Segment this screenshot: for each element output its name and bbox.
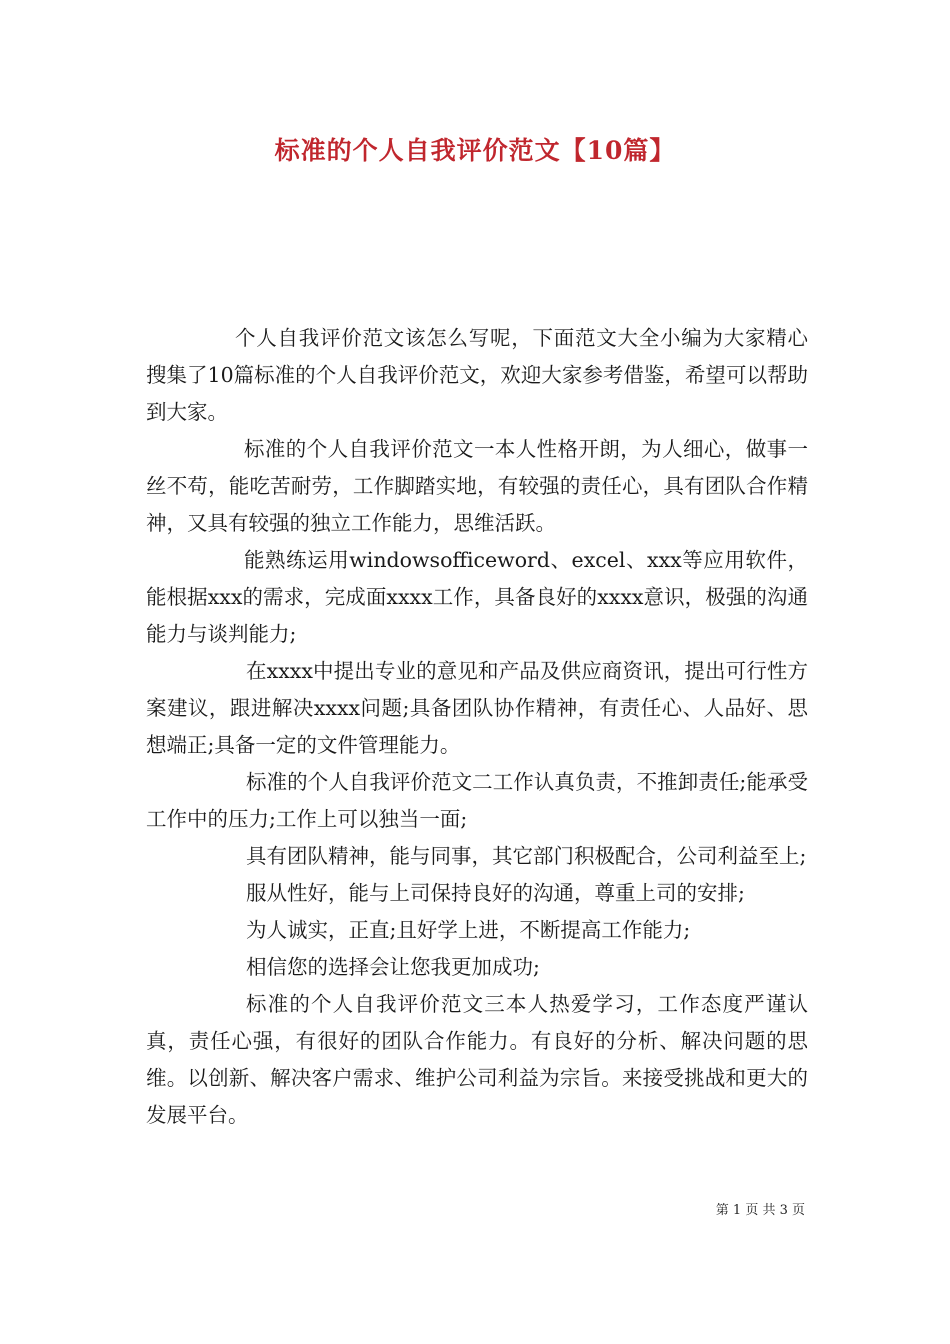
document-title: 标准的个人自我评价范文【10篇】 xyxy=(274,136,676,165)
paragraph-obedience: 服从性好，能与上司保持良好的沟通，尊重上司的安排; xyxy=(246,881,745,905)
paragraph-skills: 能熟练运用windowsofficeword、excel、xxx等应用软件，能根据xxx的需求，完成面xxxx工作，具备良好的xxxx意识，极强的沟通能力与谈判能力; xyxy=(146,548,808,646)
paragraph-advice: 在xxxx中提出专业的意见和产品及供应商资讯，提出可行性方案建议，跟进解决xxxx问题;具备团队协作精神，有责任心、人品好、思想端正;具备一定的文件管理能力。 xyxy=(146,659,808,757)
paragraph-honesty: 为人诚实，正直;且好学上进，不断提高工作能力; xyxy=(246,918,691,942)
document-body xyxy=(146,320,808,1134)
paragraph-sample-three: 标准的个人自我评价范文三本人热爱学习，工作态度严谨认真，责任心强，有很好的团队合作能力。有良好的分析、解决问题的思维。以创新、解决客户需求、维护公司利益为宗旨。来接受挑战和更大的发展平台。 xyxy=(146,992,808,1127)
paragraph-confidence: 相信您的选择会让您我更加成功; xyxy=(246,955,540,979)
page-footer: 第 1 页 共 3 页 xyxy=(715,1203,805,1218)
paragraph-intro: 个人自我评价范文该怎么写呢，下面范文大全小编为大家精心搜集了10篇标准的个人自我评价范文，欢迎大家参考借鉴，希望可以帮助到大家。 xyxy=(146,326,808,424)
paragraph-sample-two: 标准的个人自我评价范文二工作认真负责，不推卸责任;能承受工作中的压力;工作上可以独当一面; xyxy=(146,770,808,831)
paragraph-team-spirit: 具有团队精神，能与同事，其它部门积极配合，公司利益至上; xyxy=(246,844,807,868)
paragraph-sample-one: 标准的个人自我评价范文一本人性格开朗，为人细心，做事一丝不苟，能吃苦耐劳，工作脚踏实地，有较强的责任心，具有团队合作精神，又具有较强的独立工作能力，思维活跃。 xyxy=(146,437,808,535)
